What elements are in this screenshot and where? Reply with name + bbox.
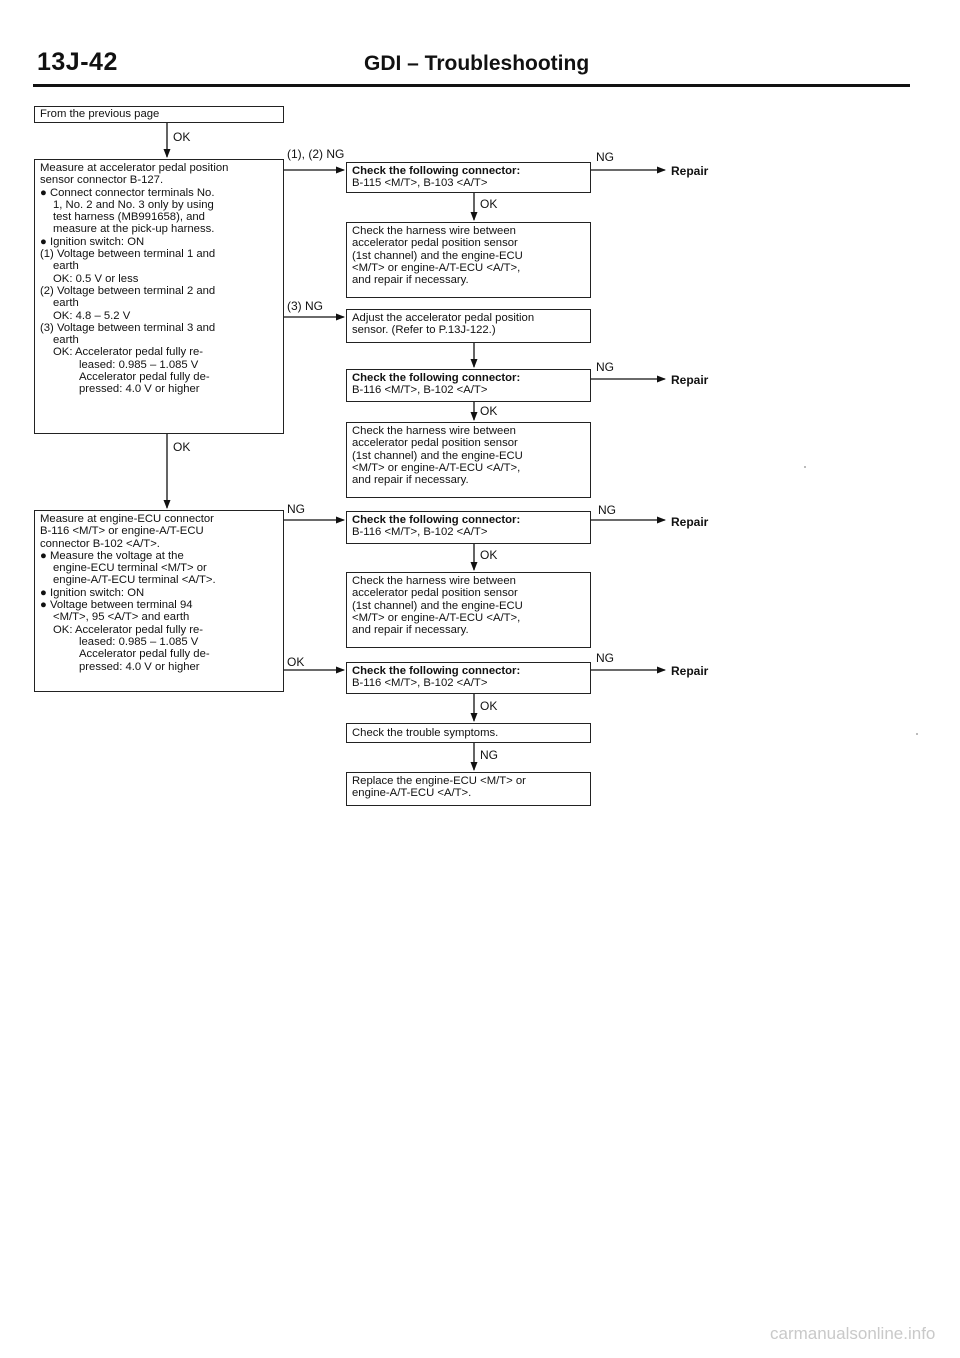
- m1-line: (1) Voltage between terminal 1 and: [40, 248, 216, 261]
- measure-ecu-connector-box: [34, 510, 284, 692]
- m1-line: leased: 0.985 – 1.085 V: [79, 358, 199, 371]
- m2-line: leased: 0.985 – 1.085 V: [79, 635, 199, 648]
- ng-1-2-label: (1), (2) NG: [287, 147, 345, 161]
- ng-3-label: (3) NG: [287, 299, 323, 313]
- c4-heading: Check the following connector:: [352, 665, 521, 677]
- scan-speck: [804, 466, 806, 468]
- c1-heading: Check the following connector:: [352, 165, 521, 177]
- page-number: 13J-42: [37, 48, 118, 76]
- m1-line: sensor connector B-127.: [40, 174, 164, 187]
- m1-line: earth: [53, 334, 79, 347]
- ok-label: OK: [480, 404, 498, 418]
- adj-line: sensor. (Refer to P.13J-122.): [352, 324, 496, 337]
- c4-detail: B-116 <M/T>, B-102 <A/T>: [352, 677, 488, 690]
- check-connector-b116-box-3: [346, 662, 591, 694]
- from-previous-page-box: [34, 106, 284, 123]
- h2-line: Check the harness wire between: [352, 425, 516, 437]
- m1-line: OK: 0.5 V or less: [53, 272, 139, 285]
- m1-line: measure at the pick-up harness.: [53, 223, 215, 236]
- ok-label: OK: [173, 130, 191, 144]
- m2-line: pressed: 4.0 V or higher: [79, 660, 200, 673]
- h1-line: accelerator pedal position sensor: [352, 237, 518, 250]
- check-connector-b115-box: [346, 162, 591, 193]
- h3-line: <M/T> or engine-A/T-ECU <A/T>,: [352, 611, 521, 624]
- repair-label: Repair: [671, 164, 709, 178]
- m2-line: OK: Accelerator pedal fully re-: [53, 623, 204, 636]
- ng-label: NG: [596, 360, 614, 374]
- ok-label: OK: [480, 197, 498, 211]
- m2-line: ● Measure the voltage at the: [40, 549, 184, 562]
- m1-line: ● Ignition switch: ON: [40, 235, 145, 248]
- h2-line: (1st channel) and the engine-ECU: [352, 449, 523, 462]
- ng-label: NG: [480, 748, 498, 762]
- h3-line: and repair if necessary.: [352, 624, 469, 637]
- m1-line: Accelerator pedal fully de-: [79, 371, 210, 384]
- m2-line: engine-ECU terminal <M/T> or: [53, 562, 207, 575]
- m1-line: OK: 4.8 – 5.2 V: [53, 309, 131, 322]
- m1-line: ● Connect connector terminals No.: [40, 186, 215, 199]
- m1-line: pressed: 4.0 V or higher: [79, 383, 200, 396]
- repair-label: Repair: [671, 373, 709, 387]
- m1-line: earth: [53, 260, 79, 273]
- h2-line: accelerator pedal position sensor: [352, 437, 518, 450]
- m1-line: 1, No. 2 and No. 3 only by using: [53, 198, 214, 211]
- m2-line: Measure at engine-ECU connector: [40, 513, 214, 525]
- check-harness-box-1: [346, 222, 591, 298]
- c1-detail: B-115 <M/T>, B-103 <A/T>: [352, 177, 488, 190]
- ng-label: NG: [596, 651, 614, 665]
- ok-label: OK: [480, 699, 498, 713]
- measure-sensor-connector-box: [34, 159, 284, 434]
- m1-line: Measure at accelerator pedal position: [40, 162, 229, 174]
- adjust-sensor-box: [346, 309, 591, 343]
- ok-label: OK: [173, 440, 191, 454]
- h2-line: and repair if necessary.: [352, 474, 469, 487]
- check-trouble-symptoms-box: [346, 723, 591, 743]
- repair-label: Repair: [671, 515, 709, 529]
- check-connector-b116-box-2: [346, 511, 591, 544]
- trouble-text: Check the trouble symptoms.: [352, 727, 499, 739]
- m2-line: Accelerator pedal fully de-: [79, 648, 210, 661]
- m2-line: <M/T>, 95 <A/T> and earth: [53, 611, 190, 624]
- c2-heading: Check the following connector:: [352, 372, 521, 384]
- m2-line: ● Voltage between terminal 94: [40, 599, 193, 612]
- m1-line: earth: [53, 297, 79, 310]
- h1-line: Check the harness wire between: [352, 225, 516, 237]
- m1-line: test harness (MB991658), and: [53, 211, 205, 224]
- h1-line: (1st channel) and the engine-ECU: [352, 249, 523, 262]
- from-previous-page-text: From the previous page: [40, 108, 160, 120]
- replace-line: engine-A/T-ECU <A/T>.: [352, 787, 472, 800]
- repair-label: Repair: [671, 664, 709, 678]
- m2-line: ● Ignition switch: ON: [40, 586, 145, 599]
- m1-line: OK: Accelerator pedal fully re-: [53, 346, 204, 359]
- check-harness-box-2: [346, 422, 591, 498]
- c3-detail: B-116 <M/T>, B-102 <A/T>: [352, 526, 488, 539]
- m2-line: B-116 <M/T> or engine-A/T-ECU: [40, 525, 204, 538]
- m1-line: (2) Voltage between terminal 2 and: [40, 284, 216, 297]
- ok-label: OK: [287, 655, 305, 669]
- h3-line: accelerator pedal position sensor: [352, 587, 518, 600]
- h2-line: <M/T> or engine-A/T-ECU <A/T>,: [352, 461, 521, 474]
- adj-line: Adjust the accelerator pedal position: [352, 312, 535, 324]
- h3-line: Check the harness wire between: [352, 575, 516, 587]
- page-title: GDI – Troubleshooting: [364, 52, 590, 75]
- h1-line: and repair if necessary.: [352, 274, 469, 287]
- check-harness-box-3: [346, 572, 591, 648]
- m1-line: (3) Voltage between terminal 3 and: [40, 321, 216, 334]
- m2-line: engine-A/T-ECU terminal <A/T>.: [53, 574, 216, 587]
- ok-label: OK: [480, 548, 498, 562]
- h1-line: <M/T> or engine-A/T-ECU <A/T>,: [352, 261, 521, 274]
- ng-label: NG: [596, 150, 614, 164]
- watermark-text: carmanualsonline.info: [770, 1324, 936, 1343]
- ng-label: NG: [287, 502, 305, 516]
- check-connector-b116-box-1: [346, 369, 591, 402]
- c2-detail: B-116 <M/T>, B-102 <A/T>: [352, 384, 488, 397]
- scan-speck: [916, 733, 918, 735]
- ng-label: NG: [598, 503, 616, 517]
- h3-line: (1st channel) and the engine-ECU: [352, 599, 523, 612]
- replace-ecu-box: [346, 772, 591, 806]
- m2-line: connector B-102 <A/T>.: [40, 537, 160, 550]
- replace-line: Replace the engine-ECU <M/T> or: [352, 775, 526, 787]
- c3-heading: Check the following connector:: [352, 514, 521, 526]
